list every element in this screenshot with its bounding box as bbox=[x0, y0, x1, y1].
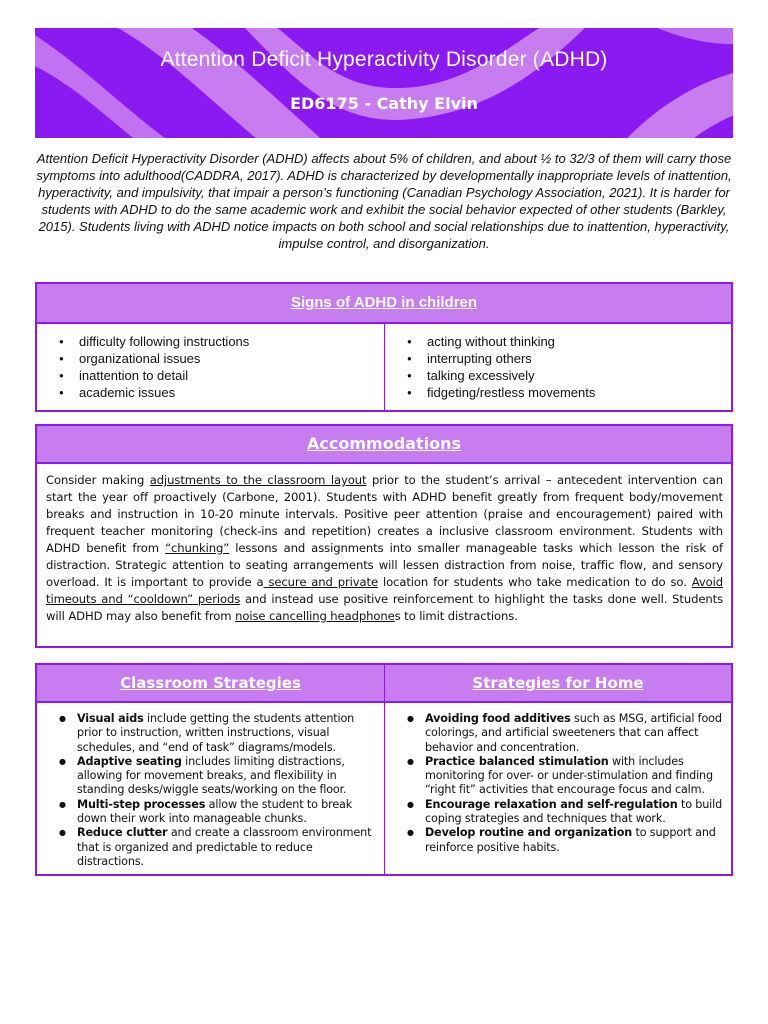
link-avoid-timeouts[interactable]: Avoid timeouts and “cooldown” periods bbox=[46, 575, 724, 606]
text-span: Consider making bbox=[46, 473, 150, 487]
item-bold: Adaptive seating bbox=[77, 754, 182, 768]
item-text: and create a classroom environment that is organized and predictable to reduce distractions. bbox=[77, 826, 372, 868]
accommodations-heading: Accommodations bbox=[37, 426, 731, 464]
list-item: ● talking excessively bbox=[403, 367, 731, 384]
link-noise-cancelling[interactable]: noise cancelling headphone bbox=[235, 609, 395, 623]
text-span: lessons and assignments into smaller manageable tasks which lesson the risk of distraction. Strategic attention to seating arrangements will lessen distraction from noise, traffic flow, and sensory overload. It is important to provide a bbox=[46, 541, 723, 589]
list-item: ● organizational issues bbox=[55, 350, 384, 367]
item-bold: Encourage relaxation and self-regulation bbox=[425, 797, 678, 811]
list-item: ● academic issues bbox=[55, 384, 384, 401]
item-text: with includes monitoring for over- or under-stimulation and finding “right fit” activities that encourage focus and calm. bbox=[425, 754, 713, 797]
classroom-strategies-heading: Classroom Strategies bbox=[120, 674, 301, 692]
item-text: such as MSG, artificial food colorings, and artificial sweeteners that can affect behavior and concentration. bbox=[425, 712, 722, 754]
signs-section bbox=[35, 282, 733, 412]
list-item bbox=[407, 755, 723, 798]
link-classroom-layout[interactable]: adjustments to the classroom layout bbox=[149, 473, 367, 487]
list-item: ● inattention to detail bbox=[55, 367, 384, 384]
text-span: prior to the student’s arrival – antecedent intervention can start the year off proactively (Carbone, 2001). Students with ADHD benefit greatly from frequent body/movement breaks and instruction in 10-20 minute intervals. Positive peer attention (praise and encouragement) paired with frequent teacher monitoring (check-ins and repetition) creates a inclusive classroom environment. Students with ADHD benefit from bbox=[46, 473, 724, 555]
home-strategies-heading: Strategies for Home bbox=[384, 665, 731, 701]
list-item bbox=[59, 798, 376, 827]
title-banner bbox=[35, 28, 733, 138]
item-bold: Visual aids bbox=[77, 712, 144, 725]
item-text: include getting the students attention prior to instruction, written instructions, visual schedules, and “end of task” diagrams/models. bbox=[77, 712, 355, 754]
signs-right-column bbox=[384, 324, 731, 410]
accommodations-text bbox=[37, 464, 731, 625]
item-bold: Develop routine and organization bbox=[425, 826, 633, 840]
list-item: ● interrupting others bbox=[403, 350, 731, 367]
text-span: s to limit distractions. bbox=[394, 609, 518, 623]
item-text: allow the student to break down their work into manageable chunks. bbox=[77, 797, 353, 826]
list-item bbox=[407, 798, 723, 827]
page-subtitle: ED6175 - Cathy Elvin bbox=[290, 94, 478, 113]
link-chunking[interactable]: “chunking” bbox=[165, 541, 230, 555]
item-bold: Reduce clutter bbox=[77, 826, 168, 840]
link-secure-private[interactable]: secure and private bbox=[263, 575, 379, 589]
item-bold: Multi-step processes bbox=[77, 797, 206, 811]
classroom-strategies-column bbox=[37, 703, 384, 874]
page-title: Attention Deficit Hyperactivity Disorder (ADHD) bbox=[160, 48, 608, 71]
accommodations-section bbox=[35, 424, 733, 648]
item-bold: Avoiding food additives bbox=[425, 712, 571, 725]
banner-wave-decoration bbox=[35, 28, 733, 138]
list-item bbox=[59, 826, 376, 869]
home-strategies-column bbox=[384, 703, 731, 874]
strategies-section bbox=[35, 663, 733, 876]
item-text: to build coping strategies and techniques that work. bbox=[425, 797, 723, 826]
list-item: ● difficulty following instructions bbox=[55, 333, 384, 350]
item-bold: Practice balanced stimulation bbox=[425, 754, 609, 768]
intro-paragraph: Attention Deficit Hyperactivity Disorder (ADHD) affects about 5% of children, and about ½ to 32/3 of them will carry those symptoms into adulthood(CADDRA, 2017). ADHD is characterized by developmentally inappropriate levels of inattention, hyperactivity, and impulsivity, that impair a person’s functioning (Canadian Psychology Association, 2021). It is harder for students with ADHD to do the same academic work and exhibit the social behavior expected of other students (Barkley, 2015). Students living with ADHD notice impacts on both school and social relationships due to inattention, hyperactivity, impulse control, and disorganization. bbox=[36, 151, 732, 251]
signs-heading: Signs of ADHD in children bbox=[37, 284, 731, 324]
list-item bbox=[59, 712, 376, 755]
text-span: location for students who take medication to do so. bbox=[378, 575, 692, 589]
list-item: ● acting without thinking bbox=[403, 333, 731, 350]
list-item bbox=[407, 712, 723, 755]
list-item bbox=[407, 826, 723, 855]
list-item bbox=[59, 755, 376, 798]
list-item: ● fidgeting/restless movements bbox=[403, 384, 731, 401]
signs-left-column bbox=[37, 324, 384, 410]
item-text: to support and reinforce positive habits. bbox=[425, 826, 716, 854]
text-span: and instead use positive reinforcement to highlight the tasks done well. Students will ADHD may also benefit from bbox=[46, 592, 724, 623]
item-text: includes limiting distractions, allowing for movement breaks, and flexibility in standing desks/wiggle seats/working on the floor. bbox=[77, 754, 347, 797]
